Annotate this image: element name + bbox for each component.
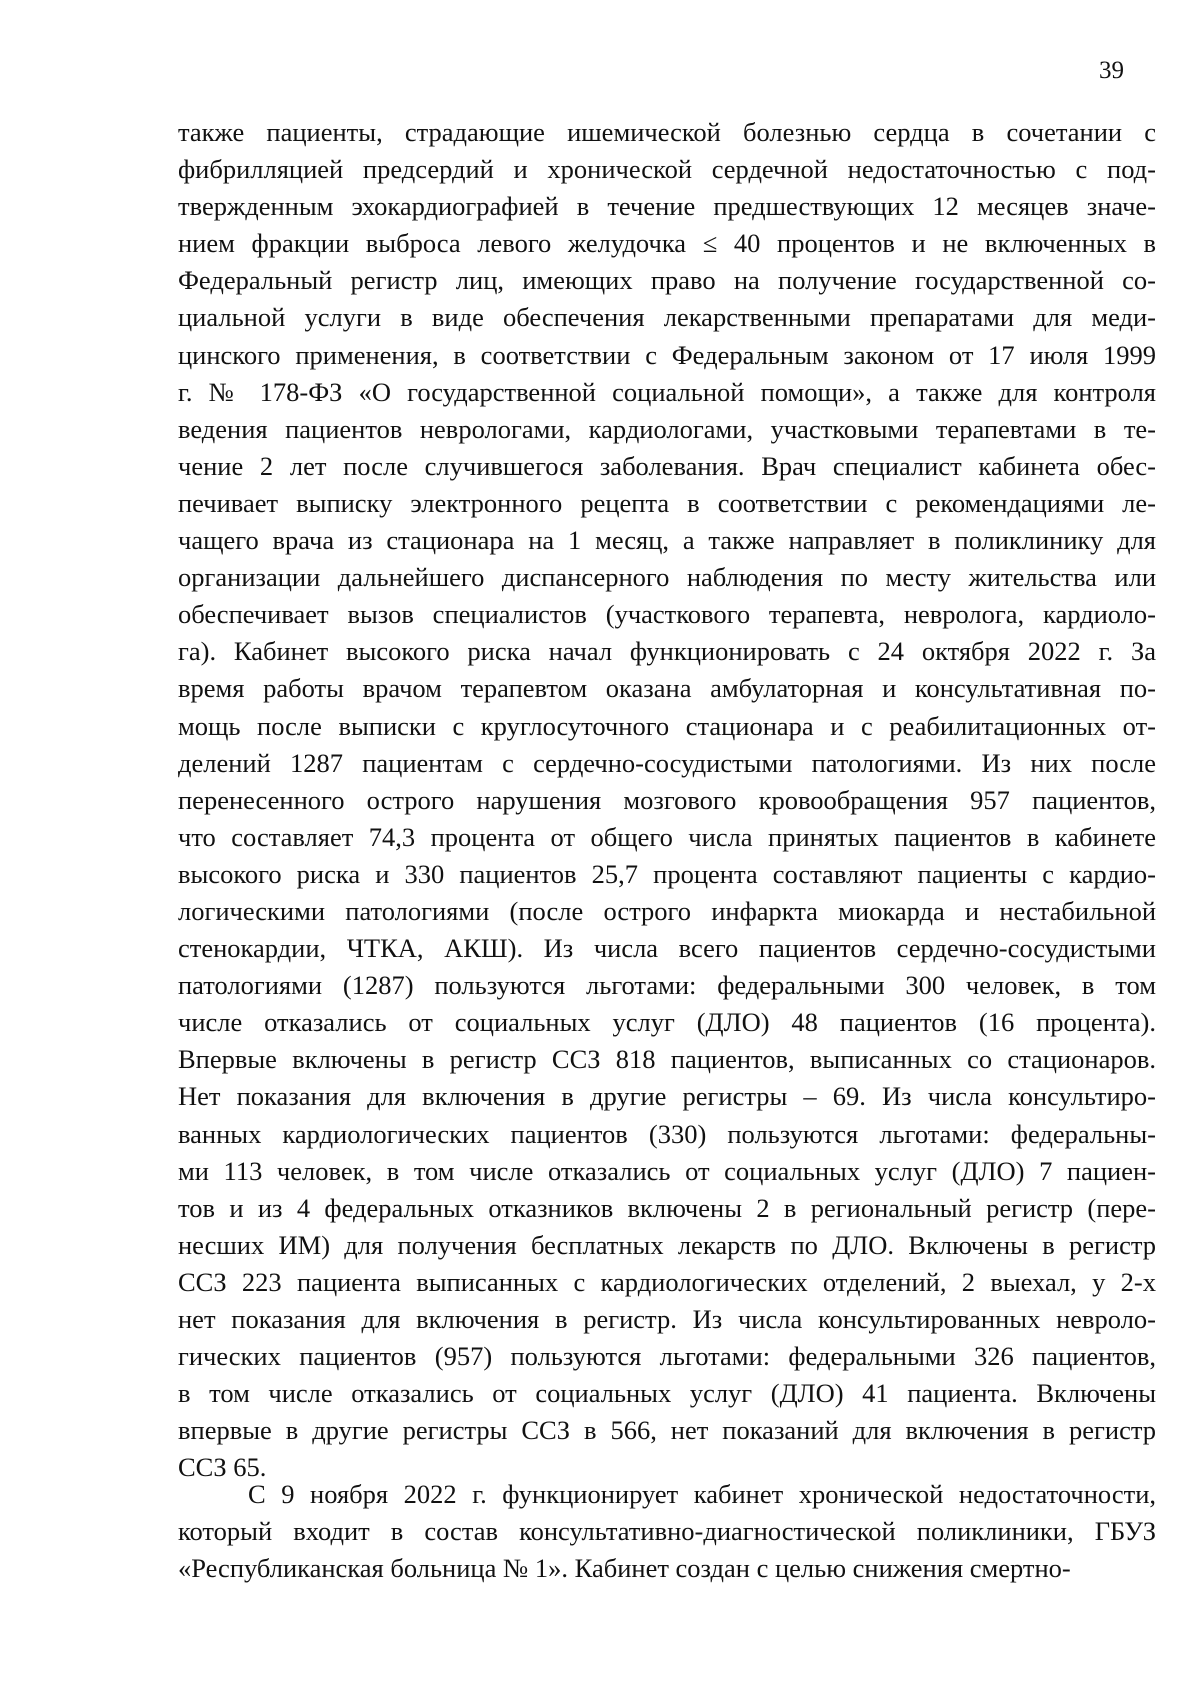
paragraph-2 <box>178 1476 1156 1587</box>
text-line: также пациенты, страдающие ишемической болезнью сердца в сочетании с <box>178 117 1156 147</box>
text-line: г. № 178-ФЗ «О государственной социальной помощи», а также для контроля <box>178 376 1156 407</box>
text-line: Нет показания для включения в другие регистры – 69. Из числа консультиро- <box>178 1081 1156 1112</box>
text-line: мощь после выписки с круглосуточного стационара и с реабилитационных от- <box>178 710 1156 741</box>
text-line: который входит в состав консультативно-диагностической поликлиники, ГБУЗ <box>178 1516 1156 1547</box>
text-line: ванных кардиологических пациентов (330) пользуются льготами: федеральны- <box>178 1118 1156 1149</box>
text-line: тов и из 4 федеральных отказников включены 2 в региональный регистр (пере- <box>178 1192 1156 1223</box>
text-line: Впервые включены в регистр ССЗ 818 пациентов, выписанных со стационаров. <box>178 1044 1156 1075</box>
paragraph-1 <box>178 114 1156 1486</box>
text-line: С 9 ноября 2022 г. функционирует кабинет хронической недостаточности, <box>248 1479 1156 1509</box>
text-line: ССЗ 223 пациента выписанных с кардиологических отделений, 2 выехал, у 2-х <box>178 1266 1156 1297</box>
text-line: нет показания для включения в регистр. Из числа консультированных невроло- <box>178 1304 1156 1334</box>
text-line: логическими патологиями (после острого инфаркта миокарда и нестабильной <box>178 895 1156 926</box>
text-line: патологиями (1287) пользуются льготами: федеральными 300 человек, в том <box>178 970 1156 1001</box>
text-line: что составляет 74,3 процента от общего числа принятых пациентов в кабинете <box>178 821 1156 852</box>
text-line: несших ИМ) для получения бесплатных лекарств по ДЛО. Включены в регистр <box>178 1229 1156 1260</box>
text-line: ми 113 человек, в том числе отказались от социальных услуг (ДЛО) 7 пациен- <box>178 1155 1156 1186</box>
text-line: чение 2 лет после случившегося заболевания. Врач специалист кабинета обес- <box>178 450 1156 481</box>
text-line: печивает выписку электронного рецепта в соответствии с рекомендациями ле- <box>178 487 1156 518</box>
text-line: организации дальнейшего диспансерного наблюдения по месту жительства или <box>178 562 1156 593</box>
text-line: в том числе отказались от социальных услуг (ДЛО) 41 пациента. Включены <box>178 1378 1156 1409</box>
text-line: время работы врачом терапевтом оказана амбулаторная и консультативная по- <box>178 673 1156 704</box>
text-line: чащего врача из стационара на 1 месяц, а также направляет в поликлинику для <box>178 525 1156 556</box>
text-line: «Республиканская больница № 1». Кабинет создан с целью снижения смертно- <box>178 1553 1071 1584</box>
page-number: 39 <box>1099 57 1124 84</box>
text-line: Федеральный регистр лиц, имеющих право на получение государственной со- <box>178 265 1156 296</box>
text-line: твержденным эхокардиографией в течение предшествующих 12 месяцев значе- <box>178 191 1156 222</box>
text-line: га). Кабинет высокого риска начал функционировать с 24 октября 2022 г. За <box>178 636 1156 667</box>
text-line: ССЗ 65. <box>178 1452 267 1483</box>
text-line: ведения пациентов неврологами, кардиологами, участковыми терапевтами в те- <box>178 413 1156 444</box>
text-line: циальной услуги в виде обеспечения лекарственными препаратами для меди- <box>178 302 1156 333</box>
text-line: нием фракции выброса левого желудочка ≤ 40 процентов и не включенных в <box>178 228 1156 259</box>
text-line: высокого риска и 330 пациентов 25,7 процента составляют пациенты с кардио- <box>178 858 1156 889</box>
text-line: делений 1287 пациентам с сердечно-сосудистыми патологиями. Из них после <box>178 747 1156 778</box>
text-line: цинского применения, в соответствии с Федеральным законом от 17 июля 1999 <box>178 339 1156 370</box>
text-line: гических пациентов (957) пользуются льготами: федеральными 326 пациентов, <box>178 1341 1156 1372</box>
text-line: стенокардии, ЧТКА, АКШ). Из числа всего пациентов сердечно-сосудистыми <box>178 933 1156 964</box>
text-line: фибрилляцией предсердий и хронической сердечной недостаточностью с под- <box>178 154 1156 185</box>
text-line: перенесенного острого нарушения мозгового кровообращения 957 пациентов, <box>178 784 1156 815</box>
text-line: впервые в другие регистры ССЗ в 566, нет показаний для включения в регистр <box>178 1415 1156 1446</box>
text-line: числе отказались от социальных услуг (ДЛО) 48 пациентов (16 процента). <box>178 1007 1156 1038</box>
text-line: обеспечивает вызов специалистов (участкового терапевта, невролога, кардиоло- <box>178 599 1156 630</box>
